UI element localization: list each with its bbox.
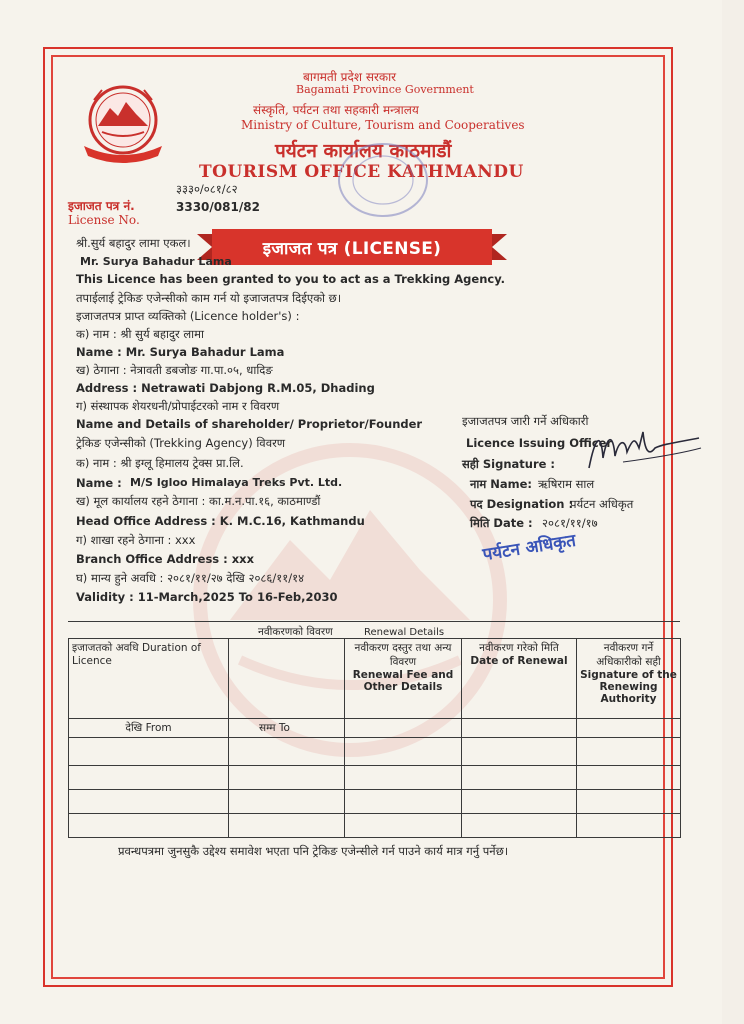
to-label: सम्म To <box>229 719 345 738</box>
agency-heading: ट्रेकिङ एजेन्सीको (Trekking Agency) विवरण <box>76 436 286 450</box>
table-row <box>69 766 681 790</box>
province-np: बागमती प्रदेश सरकार <box>303 70 397 84</box>
head-office-en: Head Office Address : K. M.C.16, Kathmandu <box>76 514 365 528</box>
grant-text-en: This Licence has been granted to you to act as a Trekking Agency. <box>76 272 506 286</box>
table-cell <box>577 814 681 838</box>
table-cell <box>229 738 345 766</box>
office-name-np: पर्यटन कार्यालय काठमाडौं <box>275 140 452 162</box>
table-cell <box>229 639 345 719</box>
license-no-en: 3330/081/82 <box>176 200 260 214</box>
holder-field-name-en: Name : Mr. Surya Bahadur Lama <box>76 345 285 359</box>
table-cell <box>345 790 462 814</box>
footer-note: प्रवन्धपत्रमा जुनसुकै उद्देश्य समावेश भएता पनि ट्रेकिङ एजेन्सीले गर्न पाउने कार्य मात्र गर्नु पर्नेछ। <box>118 844 509 858</box>
col-fee-en: Renewal Fee and Other Details <box>352 669 454 693</box>
col-duration-header: इजाजतको अवधि Duration of Licence <box>69 639 229 719</box>
agency-name-en-label: Name : <box>76 476 122 490</box>
issuer-name-label: नाम Name: <box>470 477 533 491</box>
head-office-np: ख) मूल कार्यालय रहने ठेगाना : का.म.न.पा.१६, काठमाण्डौं <box>76 494 321 508</box>
table-row <box>69 719 681 738</box>
issuer-designation-value: पर्यटन अधिकृत <box>570 497 634 511</box>
table-cell <box>229 790 345 814</box>
banner-tail-right <box>492 234 507 260</box>
renewal-top-rule <box>68 621 680 622</box>
table-row <box>69 738 681 766</box>
holder-name-en: Mr. Surya Bahadur Lama <box>80 255 232 268</box>
table-cell <box>462 738 577 766</box>
issuer-designation-label: पद Designation : <box>470 497 574 511</box>
holder-field-name-np: क) नाम : श्री सुर्य बहादुर लामा <box>76 327 205 341</box>
office-name-en: TOURISM OFFICE KATHMANDU <box>199 162 524 182</box>
col-signature-np: नवीकरण गर्ने अधिकारीको सही <box>596 642 661 668</box>
agency-name-np: क) नाम : श्री इग्लू हिमालय ट्रेक्स प्रा.लि. <box>76 456 244 470</box>
table-cell <box>229 766 345 790</box>
col-date-header <box>462 639 577 719</box>
license-banner: इजाजत पत्र (LICENSE) <box>212 229 492 265</box>
table-row <box>69 790 681 814</box>
table-cell <box>462 814 577 838</box>
designation-stamp: पर्यटन अधिकृत <box>481 530 578 566</box>
table-cell <box>577 790 681 814</box>
table-cell <box>69 766 229 790</box>
table-cell <box>229 814 345 838</box>
col-signature-header <box>577 639 681 719</box>
office-round-stamp-icon <box>335 140 431 220</box>
renewal-table <box>68 638 681 838</box>
table-cell <box>345 766 462 790</box>
renewal-title-en: Renewal Details <box>364 627 445 638</box>
from-label: देखि From <box>69 719 229 738</box>
branch-en: Branch Office Address : xxx <box>76 552 254 566</box>
table-cell <box>69 790 229 814</box>
nepal-emblem-icon <box>76 80 170 168</box>
col-date-np: नवीकरण गरेको मिति <box>479 642 559 654</box>
handwritten-signature-icon <box>583 418 705 482</box>
table-cell <box>462 766 577 790</box>
province-en: Bagamati Province Government <box>296 83 474 96</box>
holder-name-np: श्री.सुर्य बहादुर लामा एकल। <box>76 236 191 250</box>
table-row <box>69 814 681 838</box>
agency-name-en: M/S Igloo Himalaya Treks Pvt. Ltd. <box>130 476 343 489</box>
license-no-label-en: License No. <box>68 213 140 227</box>
col-date-en: Date of Renewal <box>470 655 568 667</box>
founder-heading-en: Name and Details of shareholder/ Proprietor/Founder <box>76 417 423 431</box>
table-cell <box>577 719 681 738</box>
table-cell <box>345 719 462 738</box>
table-cell <box>345 738 462 766</box>
issuer-heading-en: Licence Issuing Officer <box>466 436 613 450</box>
col-fee-header <box>345 639 462 719</box>
license-no-label-np: इजाजत पत्र नं. <box>68 199 135 213</box>
table-cell <box>69 738 229 766</box>
table-cell <box>577 766 681 790</box>
table-cell <box>462 790 577 814</box>
issuer-heading-np: इजाजतपत्र जारी गर्ने अधिकारी <box>462 414 589 428</box>
founder-heading-np: ग) संस्थापक शेयरधनी/प्रोपाईटरको नाम र विवरण <box>76 399 280 413</box>
issuer-date-label: मिति Date : <box>470 516 533 530</box>
grant-text-np: तपाईलाई ट्रेकिङ एजेन्सीको काम गर्न यो इजाजतपत्र दिईएको छ। <box>76 291 342 305</box>
branch-np: ग) शाखा रहने ठेगाना : xxx <box>76 533 196 547</box>
issuer-name-value: ऋषिराम साल <box>538 477 595 491</box>
ministry-np: संस्कृति, पर्यटन तथा सहकारी मन्त्रालय <box>253 103 419 117</box>
issuer-date-value: २०८१/११/१७ <box>542 516 598 530</box>
table-cell <box>462 719 577 738</box>
validity-np: घ) मान्य हुने अवधि : २०८१/११/२७ देखि २०८६/११/१४ <box>76 571 305 585</box>
table-cell <box>577 738 681 766</box>
table-cell <box>345 814 462 838</box>
issuer-signature-label: सही Signature : <box>462 457 556 471</box>
table-cell <box>69 814 229 838</box>
col-signature-en: Signature of the Renewing Authority <box>580 669 677 705</box>
holders-heading: इजाजतपत्र प्राप्त व्यक्तिको (Licence holder's) : <box>76 309 300 323</box>
holder-address-en: Address : Netrawati Dabjong R.M.05, Dhading <box>76 381 375 395</box>
ministry-en: Ministry of Culture, Tourism and Cooperatives <box>241 118 525 132</box>
renewal-title-np: नवीकरणको विवरण <box>258 626 333 638</box>
col-fee-np: नवीकरण दस्तुर तथा अन्य विवरण <box>354 642 452 668</box>
table-row <box>69 639 681 719</box>
license-no-np: ३३३०/०८१/८२ <box>176 182 238 196</box>
holder-address-np: ख) ठेगाना : नेत्रावती डबजोङ गा.पा.०५, धादिङ <box>76 363 273 377</box>
validity-en: Validity : 11-March,2025 To 16-Feb,2030 <box>76 590 338 604</box>
